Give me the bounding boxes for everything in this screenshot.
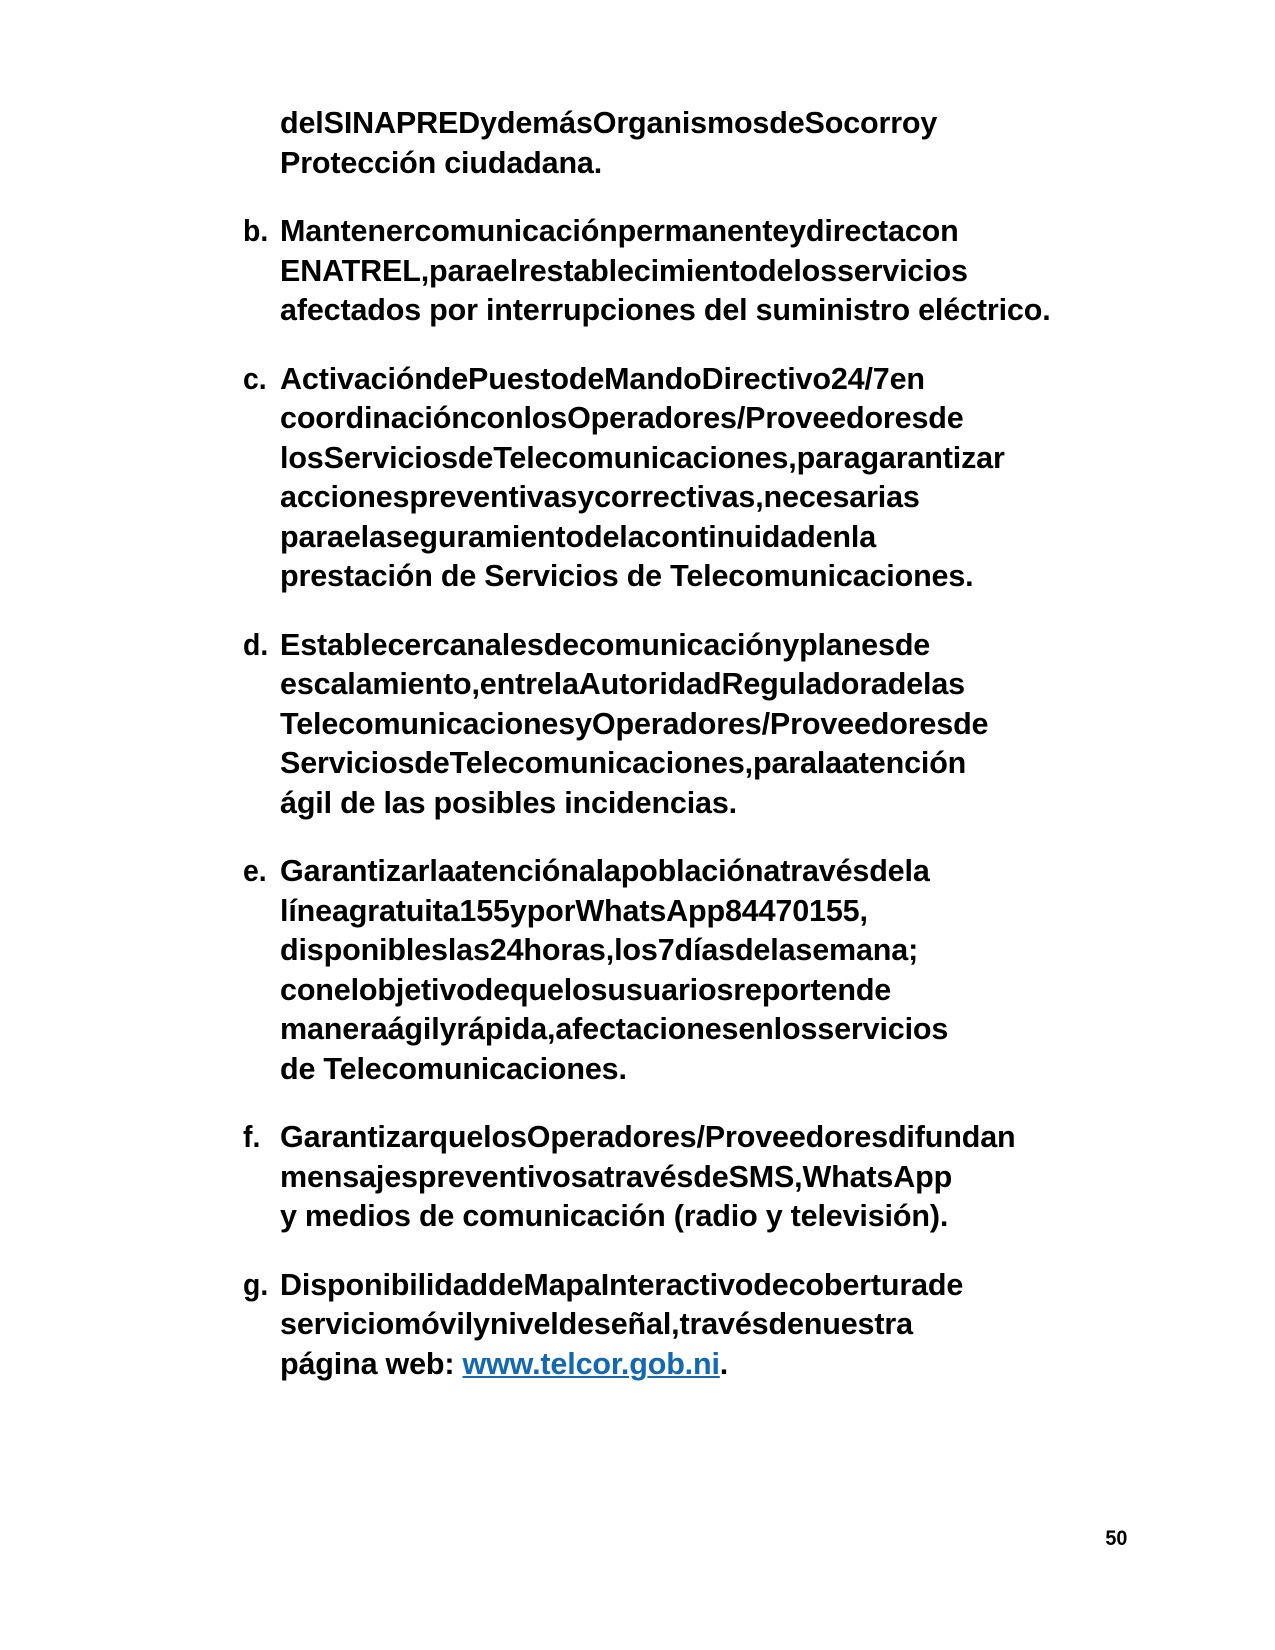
paragraph-e-text (280, 852, 1101, 1089)
text-line: conelobjetivodequelosusuariosreportende (280, 972, 892, 1007)
text-line: ActivacióndePuestodeMandoDirectivo24/7en (280, 361, 925, 396)
document-body (243, 104, 1101, 1413)
list-marker-d: d. (243, 627, 269, 662)
text-line: afectados por interrupciones del suministro eléctrico. (280, 293, 1051, 327)
list-marker-b: b. (243, 214, 269, 248)
text-line: líneagratuita155yporWhatsApp84470155, (280, 893, 868, 928)
paragraph-c (243, 360, 1101, 597)
text-line: prestación de Servicios de Telecomunicaciones. (280, 559, 974, 593)
paragraph-g (243, 1266, 1101, 1385)
paragraph-b (243, 212, 1101, 331)
text-line: y medios de comunicación (radio y televisión). (280, 1199, 949, 1233)
list-marker-g: g. (243, 1267, 269, 1302)
text-line: maneraágilyrápida,afectacionesenlosservicios (280, 1012, 949, 1046)
text-line: de Telecomunicaciones. (280, 1051, 627, 1086)
paragraph-e (243, 852, 1101, 1089)
text-line: ServiciosdeTelecomunicaciones,paralaatención (280, 746, 967, 780)
link-prefix-text: página web: (280, 1346, 463, 1381)
text-line: delSINAPREDydemásOrganismosdeSocorroy (280, 106, 938, 140)
text-line: serviciomóvilyniveldeseñal,travésdenuestra (280, 1307, 913, 1341)
text-line: coordinaciónconlosOperadores/Proveedoresde (280, 401, 964, 435)
text-line-with-link (280, 1345, 1101, 1385)
text-line: Protección ciudadana. (280, 145, 603, 180)
text-line: DisponibilidaddeMapaInteractivodecoberturade (280, 1267, 964, 1302)
list-marker-c: c. (243, 361, 267, 396)
text-line: GarantizarquelosOperadores/Proveedoresdifundan (280, 1120, 1016, 1154)
text-line: ágil de las posibles incidencias. (280, 785, 738, 820)
paragraph-d (243, 626, 1101, 824)
text-line: accionespreventivasycorrectivas,necesarias (280, 480, 920, 514)
paragraph-b-text (280, 212, 1101, 331)
text-line: Establecercanalesdecomunicaciónyplanesde (280, 627, 931, 662)
list-marker-f: f. (243, 1120, 261, 1154)
text-line: escalamiento,entrelaAutoridadReguladoradelas (280, 667, 965, 701)
paragraph-f (243, 1118, 1101, 1237)
paragraph-d-text (280, 626, 1101, 824)
paragraph-c-text (280, 360, 1101, 597)
page-number: 50 (1105, 1527, 1127, 1550)
telcor-website-link[interactable]: www.telcor.gob.ni (462, 1346, 720, 1381)
paragraph-a-continuation (243, 104, 1101, 183)
paragraph-f-text (280, 1118, 1101, 1237)
text-line: disponibleslas24horas,los7díasdelasemana; (280, 933, 919, 967)
text-line: paraelaseguramientodelacontinuidadenla (280, 519, 877, 554)
link-suffix-text: . (719, 1346, 729, 1381)
text-line: ENATREL,paraelrestablecimientodelosservicios (280, 253, 968, 288)
text-line: TelecomunicacionesyOperadores/Proveedoresde (280, 706, 989, 741)
text-line: Mantenercomunicaciónpermanenteydirectacon (280, 214, 959, 248)
text-line: mensajespreventivosatravésdeSMS,WhatsApp (280, 1159, 953, 1194)
paragraph-a-text (280, 104, 1101, 183)
list-marker-e: e. (243, 854, 267, 888)
paragraph-g-text (280, 1266, 1101, 1385)
text-line: Garantizarlaatenciónalapoblaciónatravésdela (280, 854, 930, 888)
text-line: losServiciosdeTelecomunicaciones,paragarantizar (280, 440, 1005, 475)
